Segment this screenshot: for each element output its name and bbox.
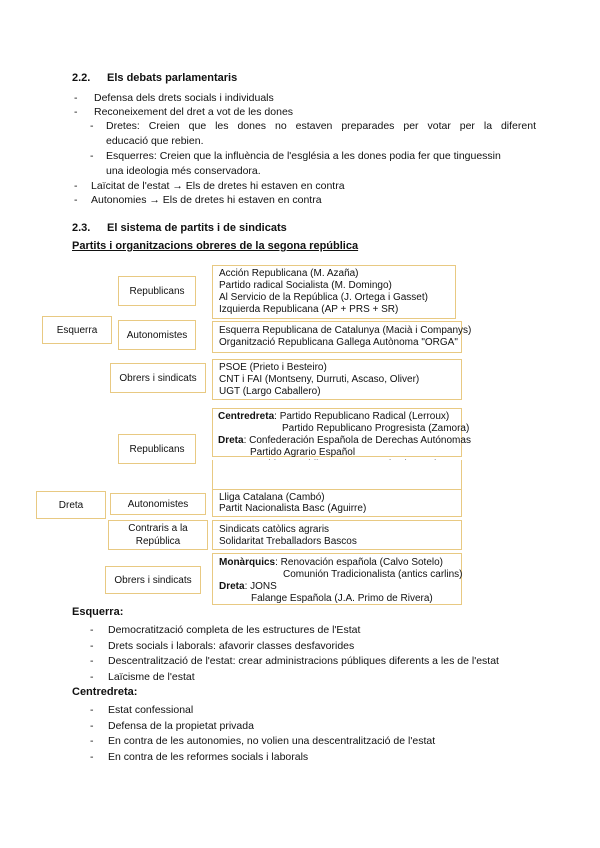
esquerra-heading: Esquerra: (72, 606, 124, 618)
esq-republicans-box: Acción Republicana (M. Azaña) Partido radical Socialista (M. Domingo) Al Servicio de la República (J. Ortega i Gasset) Izquierda Republicana (AP + PRS + SR) (212, 265, 456, 319)
esq-obrers-label: Obrers i sindicats (110, 363, 206, 393)
esq-autonomistes-label: Autonomistes (118, 320, 196, 350)
dre-obrers-label: Obrers i sindicats (105, 566, 201, 594)
dre-autonomistes-box (212, 460, 462, 490)
dre-republicans-box: Centredreta: Partido Republicano Radical (Lerroux) Partido Republicano Progresista (Zamora) Dreta: Confederación Española de Derechas Autónomas Partido Agrario Español (218, 411, 471, 458)
list-item: - Descentralització de l'estat: crear administracions públiques diferents a les de l'estat (90, 655, 499, 667)
dre-contraris-label: Contraris a la República (108, 520, 208, 550)
centredreta-heading: Centredreta: (72, 686, 138, 698)
list-item: - Drets socials i laborals: afavorir classes desfavorides (90, 639, 355, 652)
esq-obrers-box: PSOE (Prieto i Besteiro) CNT i FAI (Montseny, Durruti, Ascaso, Oliver) UGT (Largo Caballero) (212, 359, 462, 400)
esquerra-label: Esquerra (42, 316, 112, 344)
dre-republicans-label: Republicans (118, 434, 196, 464)
diagram-subtitle: Partits i organitzacions obreres de la segona república (72, 240, 359, 252)
section-2-2-list (74, 92, 534, 208)
dre-autonomistes-box-inner: Lliga Catalana (Cambó) Partit Nacionalista Basc (Aguirre) (212, 489, 462, 517)
dre-autonomistes-label: Autonomistes (110, 493, 206, 515)
section-2-2-number: 2.2. (72, 72, 91, 84)
section-2-3-title: El sistema de partits i de sindicats (107, 222, 287, 234)
list-item: - Estat confessional (90, 704, 194, 716)
esq-autonomistes-box: Esquerra Republicana de Catalunya (Macià i Companys) Organització Republicana Gallega Autònoma "ORGA" (212, 321, 462, 353)
section-2-2-title: Els debats parlamentaris (107, 72, 238, 84)
list-item: - Defensa de la propietat privada (90, 719, 254, 732)
dre-contraris-box: Sindicats catòlics agraris Solidaritat Treballadors Bascos (212, 520, 462, 550)
list-item: - Laïcitat de l'estat → Els de dretes hi estaven en contra (74, 180, 345, 192)
list-item: - Reconeixement del dret a vot de les dones (74, 106, 294, 118)
list-item: - Laïcisme de l'estat (90, 670, 195, 683)
list-item: - En contra de les autonomies, no volien una descentralització de l'estat (90, 735, 436, 747)
list-item: - Autonomies → Els de dretes hi estaven en contra (74, 194, 322, 206)
list-item: - Defensa dels drets socials i individuals (74, 92, 274, 104)
esquerra-list (90, 624, 570, 686)
dre-obrers-box: Monàrquics: Renovación española (Calvo Sotelo) Comunión Tradicionalista (antics carlins) Dreta: JONS Falange Española (J.A. Primo de Rivera) (212, 553, 462, 605)
list-item: - En contra de les reformes socials i laborals (90, 750, 309, 763)
section-2-3-number: 2.3. (72, 222, 91, 234)
esq-republicans-label: Republicans (118, 276, 196, 306)
list-item: - Dretes: Creien que les dones no estaven preparades per votar per la diferent educació que rebien. (90, 120, 536, 147)
list-item: - Democratització completa de les estructures de l'Estat (90, 624, 361, 636)
centredreta-list (90, 704, 570, 766)
list-item: - Esquerres: Creien que la influència de l'església a les dones podia fer que tinguessin una ideologia més conservadora. (90, 150, 501, 177)
dreta-label: Dreta (36, 491, 106, 519)
